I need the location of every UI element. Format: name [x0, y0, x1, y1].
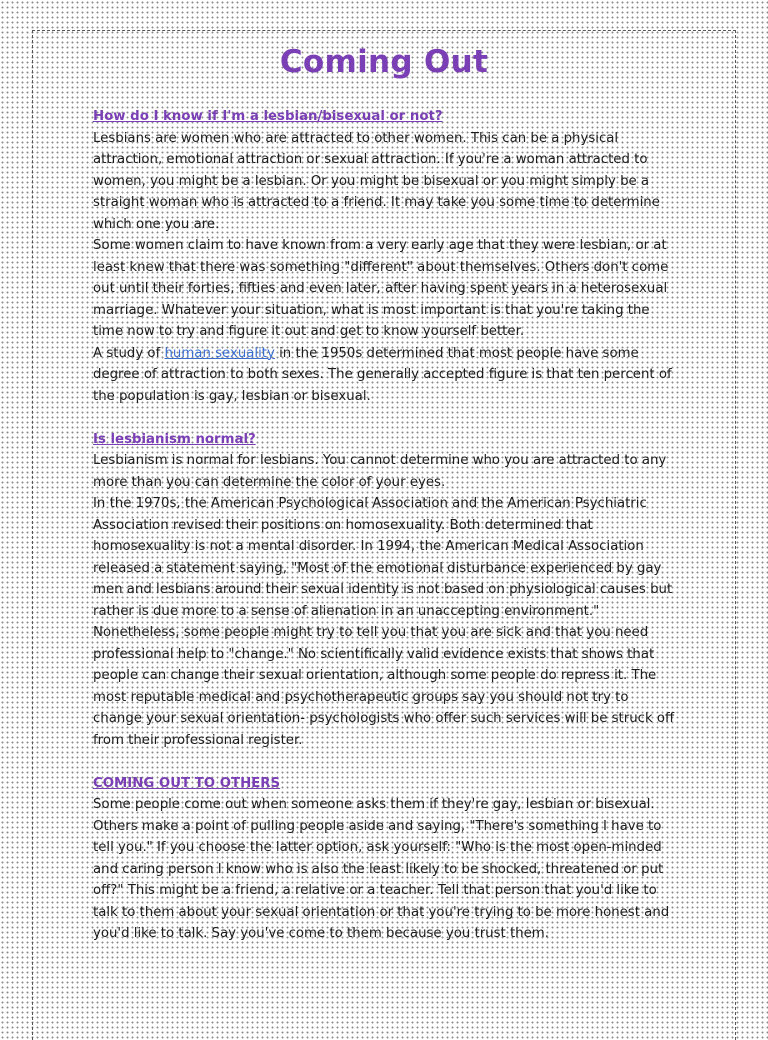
section-heading-normal: Is lesbianism normal? — [93, 431, 256, 447]
study-text-before: A study of — [93, 345, 165, 361]
study-text-after: in the 1950s determined that most people have some degree of attraction to both sexes. The generally accepted figure is that ten percent of the population is gay, lesbian or bisexual. — [93, 345, 672, 404]
human-sexuality-link[interactable]: human sexuality — [164, 345, 275, 361]
section-gap — [93, 407, 679, 429]
paragraph: In the 1970s, the American Psychological Association and the American Psychiatric Association revised their positions on homosexuality. Both determined that homosexuality is not a mental disorder. In 1994, the American Medical Association released a statement saying, "Most of the emotional disturbance experienced by gay men and lesbians around their sexual identity is not based on physiological causes but rather is due more to a sense of alienation in an unaccepting environment." Nonetheless, some people might try to tell you that you are sick and that you need professional help to "change." No scientifically valid evidence exists that shows that people can change their sexual orientation, although some people do repress it. The most reputable medical and psychotherapeutic groups say you should not try to change your sexual orientation- psychologists who offer such services will be struck off from their professional register. — [93, 496, 675, 748]
article-body — [93, 106, 679, 945]
paragraph: Some people come out when someone asks them if they're gay, lesbian or bisexual. Others make a point of pulling people aside and saying, "There's something I have to tell you." If you choose the latter option, ask yourself: "Who is the most open-minded and caring person I know who is also the least likely to be shocked, threatened or put off?" This might be a friend, a relative or a teacher. Tell that person that you'd like to talk to them about your sexual orientation or that you're trying to be more honest and you'd like to talk. Say you've come to them because you trust them. — [93, 797, 670, 941]
page-title: Coming Out — [279, 44, 489, 80]
section-gap — [93, 751, 679, 773]
paragraph: Lesbians are women who are attracted to other women. This can be a physical attraction, emotional attraction or sexual attraction. If you're a woman attracted to women, you might be a lesbian. Or you might be bisexual or you might simply be a straight woman who is attracted to a friend. It may take you some time to determine which one you are. — [93, 130, 660, 232]
paragraph: Lesbianism is normal for lesbians. You cannot determine who you are attracted to any more than you can determine the color of your eyes. — [93, 453, 667, 490]
study-paragraph — [93, 343, 679, 408]
section-heading-coming-out-to-others: COMING OUT TO OTHERS — [93, 775, 281, 791]
section-heading-lesbian-or-not: How do I know if I'm a lesbian/bisexual or not? — [93, 109, 443, 124]
paragraph: Some women claim to have known from a very early age that they were lesbian, or at least knew that there was something "different" about themselves. Others don't come out until their forties, fifties and even later, after having spent years in a heterosexual marriage. Whatever your situation, what is most important is that you're taking the time now to try and figure it out and get to know yourself better. — [93, 238, 669, 339]
